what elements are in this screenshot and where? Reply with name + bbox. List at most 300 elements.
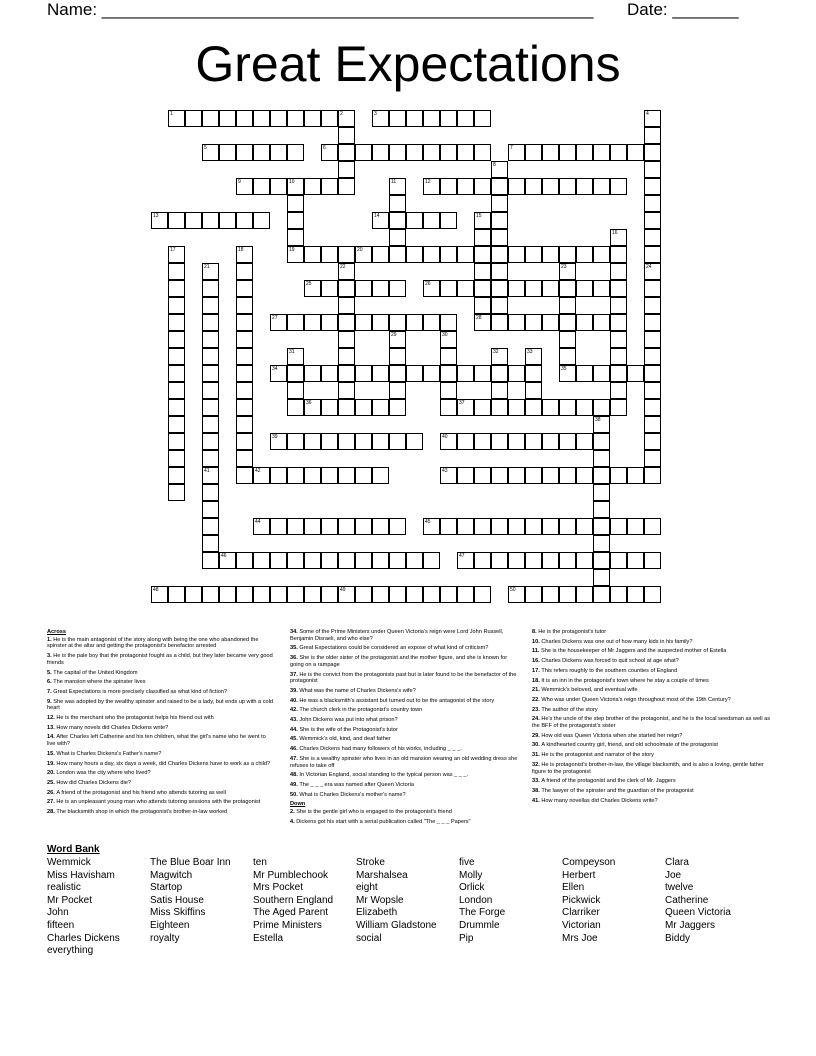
grid-cell[interactable] bbox=[287, 382, 304, 399]
grid-cell[interactable] bbox=[576, 178, 593, 195]
grid-cell[interactable] bbox=[474, 518, 491, 535]
grid-cell[interactable] bbox=[321, 586, 338, 603]
grid-cell[interactable] bbox=[474, 263, 491, 280]
grid-cell[interactable] bbox=[287, 195, 304, 212]
grid-cell[interactable] bbox=[202, 212, 219, 229]
grid-cell[interactable] bbox=[338, 518, 355, 535]
grid-cell[interactable] bbox=[355, 586, 372, 603]
date-field[interactable]: Date: _______ bbox=[627, 0, 739, 19]
grid-cell[interactable] bbox=[525, 467, 542, 484]
grid-cell[interactable] bbox=[576, 365, 593, 382]
grid-cell[interactable] bbox=[287, 552, 304, 569]
grid-cell[interactable] bbox=[355, 399, 372, 416]
grid-cell[interactable] bbox=[372, 586, 389, 603]
grid-cell[interactable] bbox=[457, 518, 474, 535]
grid-cell[interactable] bbox=[542, 586, 559, 603]
grid-cell[interactable] bbox=[219, 586, 236, 603]
grid-cell[interactable] bbox=[644, 467, 661, 484]
grid-cell[interactable] bbox=[236, 450, 253, 467]
grid-cell[interactable] bbox=[287, 246, 304, 263]
grid-cell[interactable] bbox=[321, 280, 338, 297]
grid-cell[interactable] bbox=[457, 552, 474, 569]
grid-cell[interactable] bbox=[406, 586, 423, 603]
grid-cell[interactable] bbox=[270, 467, 287, 484]
grid-cell[interactable] bbox=[610, 552, 627, 569]
grid-cell[interactable] bbox=[287, 467, 304, 484]
grid-cell[interactable] bbox=[593, 280, 610, 297]
grid-cell[interactable] bbox=[542, 314, 559, 331]
grid-cell[interactable] bbox=[423, 314, 440, 331]
grid-cell[interactable] bbox=[168, 280, 185, 297]
grid-cell[interactable] bbox=[474, 280, 491, 297]
grid-cell[interactable] bbox=[287, 144, 304, 161]
grid-cell[interactable] bbox=[287, 348, 304, 365]
grid-cell[interactable] bbox=[627, 552, 644, 569]
grid-cell[interactable] bbox=[440, 348, 457, 365]
grid-cell[interactable] bbox=[474, 178, 491, 195]
grid-cell[interactable] bbox=[338, 161, 355, 178]
grid-cell[interactable] bbox=[440, 110, 457, 127]
grid-cell[interactable] bbox=[406, 144, 423, 161]
grid-cell[interactable] bbox=[508, 365, 525, 382]
grid-cell[interactable] bbox=[321, 144, 338, 161]
grid-cell[interactable] bbox=[576, 246, 593, 263]
grid-cell[interactable] bbox=[457, 365, 474, 382]
grid-cell[interactable] bbox=[491, 229, 508, 246]
grid-cell[interactable] bbox=[644, 161, 661, 178]
grid-cell[interactable] bbox=[202, 450, 219, 467]
grid-cell[interactable] bbox=[253, 586, 270, 603]
grid-cell[interactable] bbox=[644, 314, 661, 331]
grid-cell[interactable] bbox=[576, 467, 593, 484]
grid-cell[interactable] bbox=[440, 178, 457, 195]
grid-cell[interactable] bbox=[644, 195, 661, 212]
grid-cell[interactable] bbox=[236, 382, 253, 399]
grid-cell[interactable] bbox=[525, 348, 542, 365]
grid-cell[interactable] bbox=[644, 450, 661, 467]
grid-cell[interactable] bbox=[559, 467, 576, 484]
grid-cell[interactable] bbox=[559, 518, 576, 535]
grid-cell[interactable] bbox=[355, 518, 372, 535]
grid-cell[interactable] bbox=[474, 433, 491, 450]
grid-cell[interactable] bbox=[644, 144, 661, 161]
grid-cell[interactable] bbox=[355, 144, 372, 161]
grid-cell[interactable] bbox=[610, 382, 627, 399]
grid-cell[interactable] bbox=[389, 586, 406, 603]
grid-cell[interactable] bbox=[304, 399, 321, 416]
grid-cell[interactable] bbox=[610, 331, 627, 348]
grid-cell[interactable] bbox=[423, 552, 440, 569]
grid-cell[interactable] bbox=[644, 263, 661, 280]
grid-cell[interactable] bbox=[542, 433, 559, 450]
grid-cell[interactable] bbox=[185, 212, 202, 229]
grid-cell[interactable] bbox=[440, 467, 457, 484]
grid-cell[interactable] bbox=[440, 586, 457, 603]
grid-cell[interactable] bbox=[474, 144, 491, 161]
grid-cell[interactable] bbox=[593, 178, 610, 195]
grid-cell[interactable] bbox=[491, 399, 508, 416]
grid-cell[interactable] bbox=[202, 382, 219, 399]
grid-cell[interactable] bbox=[202, 297, 219, 314]
grid-cell[interactable] bbox=[440, 212, 457, 229]
grid-cell[interactable] bbox=[389, 331, 406, 348]
grid-cell[interactable] bbox=[644, 127, 661, 144]
grid-cell[interactable] bbox=[644, 212, 661, 229]
grid-cell[interactable] bbox=[406, 552, 423, 569]
grid-cell[interactable] bbox=[236, 552, 253, 569]
grid-cell[interactable] bbox=[236, 467, 253, 484]
grid-cell[interactable] bbox=[491, 314, 508, 331]
grid-cell[interactable] bbox=[389, 518, 406, 535]
grid-cell[interactable] bbox=[491, 195, 508, 212]
grid-cell[interactable] bbox=[355, 467, 372, 484]
grid-cell[interactable] bbox=[542, 518, 559, 535]
grid-cell[interactable] bbox=[389, 365, 406, 382]
grid-cell[interactable] bbox=[423, 144, 440, 161]
grid-cell[interactable] bbox=[287, 433, 304, 450]
grid-cell[interactable] bbox=[270, 433, 287, 450]
grid-cell[interactable] bbox=[610, 348, 627, 365]
grid-cell[interactable] bbox=[644, 382, 661, 399]
grid-cell[interactable] bbox=[253, 518, 270, 535]
grid-cell[interactable] bbox=[321, 246, 338, 263]
grid-cell[interactable] bbox=[389, 144, 406, 161]
grid-cell[interactable] bbox=[236, 433, 253, 450]
grid-cell[interactable] bbox=[644, 280, 661, 297]
grid-cell[interactable] bbox=[321, 314, 338, 331]
grid-cell[interactable] bbox=[491, 365, 508, 382]
grid-cell[interactable] bbox=[304, 110, 321, 127]
grid-cell[interactable] bbox=[559, 314, 576, 331]
grid-cell[interactable] bbox=[389, 399, 406, 416]
grid-cell[interactable] bbox=[287, 365, 304, 382]
grid-cell[interactable] bbox=[372, 552, 389, 569]
grid-cell[interactable] bbox=[338, 178, 355, 195]
grid-cell[interactable] bbox=[389, 348, 406, 365]
grid-cell[interactable] bbox=[185, 586, 202, 603]
grid-cell[interactable] bbox=[627, 518, 644, 535]
grid-cell[interactable] bbox=[338, 263, 355, 280]
grid-cell[interactable] bbox=[168, 212, 185, 229]
grid-cell[interactable] bbox=[202, 331, 219, 348]
grid-cell[interactable] bbox=[287, 110, 304, 127]
grid-cell[interactable] bbox=[440, 433, 457, 450]
grid-cell[interactable] bbox=[508, 552, 525, 569]
grid-cell[interactable] bbox=[644, 348, 661, 365]
grid-cell[interactable] bbox=[576, 399, 593, 416]
grid-cell[interactable] bbox=[474, 467, 491, 484]
grid-cell[interactable] bbox=[168, 433, 185, 450]
grid-cell[interactable] bbox=[474, 365, 491, 382]
grid-cell[interactable] bbox=[423, 280, 440, 297]
grid-cell[interactable] bbox=[542, 178, 559, 195]
grid-cell[interactable] bbox=[355, 552, 372, 569]
grid-cell[interactable] bbox=[406, 110, 423, 127]
grid-cell[interactable] bbox=[610, 144, 627, 161]
grid-cell[interactable] bbox=[168, 314, 185, 331]
grid-cell[interactable] bbox=[236, 144, 253, 161]
grid-cell[interactable] bbox=[219, 144, 236, 161]
grid-cell[interactable] bbox=[491, 297, 508, 314]
grid-cell[interactable] bbox=[457, 467, 474, 484]
name-field[interactable]: Name: ____________________________________________________ bbox=[47, 0, 594, 19]
grid-cell[interactable] bbox=[270, 552, 287, 569]
grid-cell[interactable] bbox=[525, 399, 542, 416]
grid-cell[interactable] bbox=[440, 144, 457, 161]
grid-cell[interactable] bbox=[338, 246, 355, 263]
grid-cell[interactable] bbox=[508, 314, 525, 331]
grid-cell[interactable] bbox=[355, 246, 372, 263]
grid-cell[interactable] bbox=[508, 433, 525, 450]
grid-cell[interactable] bbox=[610, 297, 627, 314]
grid-cell[interactable] bbox=[457, 110, 474, 127]
grid-cell[interactable] bbox=[338, 382, 355, 399]
grid-cell[interactable] bbox=[576, 280, 593, 297]
grid-cell[interactable] bbox=[474, 229, 491, 246]
grid-cell[interactable] bbox=[559, 263, 576, 280]
grid-cell[interactable] bbox=[423, 365, 440, 382]
grid-cell[interactable] bbox=[474, 399, 491, 416]
grid-cell[interactable] bbox=[525, 314, 542, 331]
grid-cell[interactable] bbox=[491, 552, 508, 569]
grid-cell[interactable] bbox=[423, 518, 440, 535]
grid-cell[interactable] bbox=[372, 212, 389, 229]
grid-cell[interactable] bbox=[372, 433, 389, 450]
grid-cell[interactable] bbox=[644, 229, 661, 246]
grid-cell[interactable] bbox=[525, 586, 542, 603]
grid-cell[interactable] bbox=[440, 331, 457, 348]
grid-cell[interactable] bbox=[151, 586, 168, 603]
grid-cell[interactable] bbox=[355, 365, 372, 382]
grid-cell[interactable] bbox=[270, 518, 287, 535]
grid-cell[interactable] bbox=[202, 535, 219, 552]
grid-cell[interactable] bbox=[440, 365, 457, 382]
grid-cell[interactable] bbox=[219, 552, 236, 569]
grid-cell[interactable] bbox=[168, 348, 185, 365]
grid-cell[interactable] bbox=[406, 212, 423, 229]
grid-cell[interactable] bbox=[576, 552, 593, 569]
grid-cell[interactable] bbox=[593, 144, 610, 161]
grid-cell[interactable] bbox=[236, 246, 253, 263]
grid-cell[interactable] bbox=[372, 314, 389, 331]
grid-cell[interactable] bbox=[593, 314, 610, 331]
grid-cell[interactable] bbox=[593, 246, 610, 263]
grid-cell[interactable] bbox=[287, 212, 304, 229]
grid-cell[interactable] bbox=[508, 399, 525, 416]
grid-cell[interactable] bbox=[644, 178, 661, 195]
grid-cell[interactable] bbox=[236, 110, 253, 127]
grid-cell[interactable] bbox=[168, 246, 185, 263]
grid-cell[interactable] bbox=[559, 144, 576, 161]
grid-cell[interactable] bbox=[389, 212, 406, 229]
grid-cell[interactable] bbox=[474, 110, 491, 127]
grid-cell[interactable] bbox=[338, 552, 355, 569]
grid-cell[interactable] bbox=[372, 399, 389, 416]
grid-cell[interactable] bbox=[236, 178, 253, 195]
grid-cell[interactable] bbox=[372, 365, 389, 382]
grid-cell[interactable] bbox=[355, 433, 372, 450]
grid-cell[interactable] bbox=[304, 365, 321, 382]
grid-cell[interactable] bbox=[593, 433, 610, 450]
grid-cell[interactable] bbox=[304, 586, 321, 603]
grid-cell[interactable] bbox=[423, 212, 440, 229]
grid-cell[interactable] bbox=[304, 280, 321, 297]
grid-cell[interactable] bbox=[559, 178, 576, 195]
grid-cell[interactable] bbox=[372, 467, 389, 484]
grid-cell[interactable] bbox=[389, 382, 406, 399]
grid-cell[interactable] bbox=[457, 280, 474, 297]
grid-cell[interactable] bbox=[372, 110, 389, 127]
grid-cell[interactable] bbox=[304, 314, 321, 331]
grid-cell[interactable] bbox=[372, 518, 389, 535]
grid-cell[interactable] bbox=[440, 314, 457, 331]
grid-cell[interactable] bbox=[525, 552, 542, 569]
grid-cell[interactable] bbox=[559, 348, 576, 365]
grid-cell[interactable] bbox=[287, 229, 304, 246]
grid-cell[interactable] bbox=[236, 263, 253, 280]
grid-cell[interactable] bbox=[423, 178, 440, 195]
grid-cell[interactable] bbox=[253, 144, 270, 161]
grid-cell[interactable] bbox=[576, 144, 593, 161]
grid-cell[interactable] bbox=[270, 178, 287, 195]
grid-cell[interactable] bbox=[644, 331, 661, 348]
grid-cell[interactable] bbox=[338, 314, 355, 331]
grid-cell[interactable] bbox=[644, 433, 661, 450]
grid-cell[interactable] bbox=[593, 467, 610, 484]
grid-cell[interactable] bbox=[457, 144, 474, 161]
grid-cell[interactable] bbox=[491, 246, 508, 263]
grid-cell[interactable] bbox=[338, 331, 355, 348]
grid-cell[interactable] bbox=[593, 552, 610, 569]
grid-cell[interactable] bbox=[270, 144, 287, 161]
grid-cell[interactable] bbox=[236, 280, 253, 297]
grid-cell[interactable] bbox=[627, 467, 644, 484]
grid-cell[interactable] bbox=[389, 552, 406, 569]
grid-cell[interactable] bbox=[355, 314, 372, 331]
grid-cell[interactable] bbox=[644, 365, 661, 382]
grid-cell[interactable] bbox=[491, 467, 508, 484]
grid-cell[interactable] bbox=[321, 552, 338, 569]
grid-cell[interactable] bbox=[202, 484, 219, 501]
grid-cell[interactable] bbox=[627, 586, 644, 603]
grid-cell[interactable] bbox=[644, 246, 661, 263]
grid-cell[interactable] bbox=[491, 348, 508, 365]
grid-cell[interactable] bbox=[236, 297, 253, 314]
grid-cell[interactable] bbox=[321, 178, 338, 195]
grid-cell[interactable] bbox=[389, 229, 406, 246]
grid-cell[interactable] bbox=[321, 399, 338, 416]
grid-cell[interactable] bbox=[270, 110, 287, 127]
grid-cell[interactable] bbox=[610, 229, 627, 246]
grid-cell[interactable] bbox=[610, 246, 627, 263]
grid-cell[interactable] bbox=[389, 110, 406, 127]
grid-cell[interactable] bbox=[610, 399, 627, 416]
grid-cell[interactable] bbox=[338, 348, 355, 365]
grid-cell[interactable] bbox=[508, 246, 525, 263]
grid-cell[interactable] bbox=[491, 161, 508, 178]
grid-cell[interactable] bbox=[559, 365, 576, 382]
grid-cell[interactable] bbox=[168, 110, 185, 127]
grid-cell[interactable] bbox=[559, 399, 576, 416]
grid-cell[interactable] bbox=[338, 110, 355, 127]
grid-cell[interactable] bbox=[202, 586, 219, 603]
grid-cell[interactable] bbox=[440, 246, 457, 263]
grid-cell[interactable] bbox=[508, 586, 525, 603]
grid-cell[interactable] bbox=[168, 416, 185, 433]
grid-cell[interactable] bbox=[168, 331, 185, 348]
grid-cell[interactable] bbox=[236, 416, 253, 433]
grid-cell[interactable] bbox=[474, 314, 491, 331]
grid-cell[interactable] bbox=[406, 433, 423, 450]
grid-cell[interactable] bbox=[168, 263, 185, 280]
grid-cell[interactable] bbox=[168, 365, 185, 382]
grid-cell[interactable] bbox=[610, 314, 627, 331]
grid-cell[interactable] bbox=[610, 518, 627, 535]
grid-cell[interactable] bbox=[406, 246, 423, 263]
grid-cell[interactable] bbox=[491, 382, 508, 399]
grid-cell[interactable] bbox=[593, 569, 610, 586]
grid-cell[interactable] bbox=[644, 518, 661, 535]
grid-cell[interactable] bbox=[253, 178, 270, 195]
grid-cell[interactable] bbox=[525, 382, 542, 399]
grid-cell[interactable] bbox=[627, 144, 644, 161]
grid-cell[interactable] bbox=[491, 178, 508, 195]
grid-cell[interactable] bbox=[202, 280, 219, 297]
grid-cell[interactable] bbox=[644, 416, 661, 433]
grid-cell[interactable] bbox=[457, 433, 474, 450]
grid-cell[interactable] bbox=[304, 433, 321, 450]
grid-cell[interactable] bbox=[440, 280, 457, 297]
grid-cell[interactable] bbox=[236, 331, 253, 348]
grid-cell[interactable] bbox=[236, 586, 253, 603]
grid-cell[interactable] bbox=[202, 433, 219, 450]
grid-cell[interactable] bbox=[202, 314, 219, 331]
grid-cell[interactable] bbox=[440, 399, 457, 416]
grid-cell[interactable] bbox=[474, 212, 491, 229]
grid-cell[interactable] bbox=[542, 552, 559, 569]
grid-cell[interactable] bbox=[236, 314, 253, 331]
grid-cell[interactable] bbox=[270, 586, 287, 603]
grid-cell[interactable] bbox=[542, 246, 559, 263]
grid-cell[interactable] bbox=[508, 467, 525, 484]
grid-cell[interactable] bbox=[355, 280, 372, 297]
grid-cell[interactable] bbox=[338, 467, 355, 484]
grid-cell[interactable] bbox=[474, 586, 491, 603]
grid-cell[interactable] bbox=[593, 501, 610, 518]
grid-cell[interactable] bbox=[644, 297, 661, 314]
grid-cell[interactable] bbox=[474, 552, 491, 569]
grid-cell[interactable] bbox=[474, 246, 491, 263]
grid-cell[interactable] bbox=[168, 467, 185, 484]
grid-cell[interactable] bbox=[338, 127, 355, 144]
grid-cell[interactable] bbox=[253, 212, 270, 229]
grid-cell[interactable] bbox=[525, 365, 542, 382]
grid-cell[interactable] bbox=[287, 399, 304, 416]
grid-cell[interactable] bbox=[236, 212, 253, 229]
grid-cell[interactable] bbox=[559, 331, 576, 348]
grid-cell[interactable] bbox=[576, 314, 593, 331]
grid-cell[interactable] bbox=[321, 433, 338, 450]
grid-cell[interactable] bbox=[389, 246, 406, 263]
grid-cell[interactable] bbox=[610, 178, 627, 195]
grid-cell[interactable] bbox=[559, 297, 576, 314]
grid-cell[interactable] bbox=[644, 552, 661, 569]
grid-cell[interactable] bbox=[610, 263, 627, 280]
grid-cell[interactable] bbox=[202, 501, 219, 518]
grid-cell[interactable] bbox=[542, 144, 559, 161]
grid-cell[interactable] bbox=[236, 399, 253, 416]
grid-cell[interactable] bbox=[304, 518, 321, 535]
